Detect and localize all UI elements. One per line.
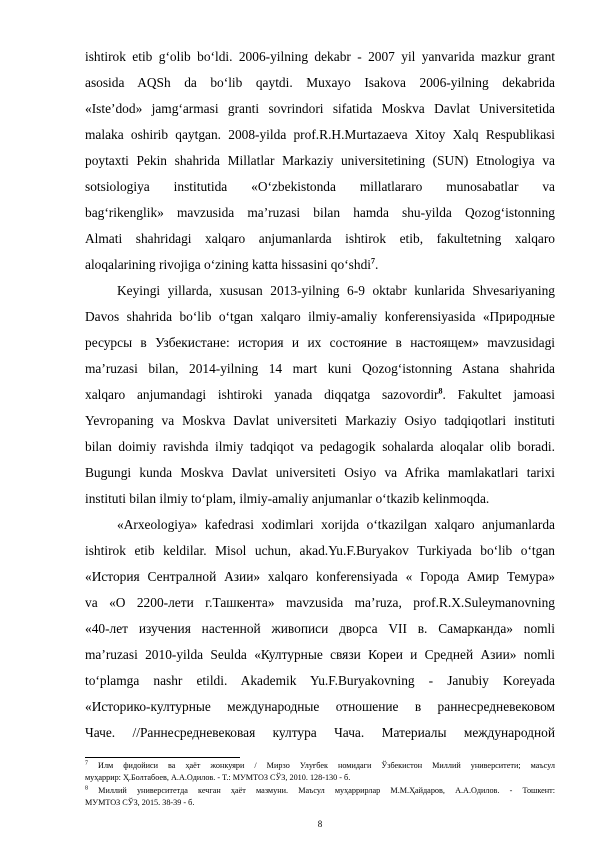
body-line: Yevropaning va Moskva Davlat universiteti Markaziy Osiyo tadqiqotlari instituti — [85, 413, 555, 428]
body-line — [85, 386, 555, 404]
body-line: ma’ruzasi bilan, 2014-yilning 14 mart kuni Qozog‘istonning Astana shahrida — [85, 361, 555, 376]
body-line: ishtirok etib g‘olib bo‘ldi. 2006-yilning dekabr - 2007 yil yanvarida mazkur grant — [85, 49, 555, 64]
footnote-ref-8: 8 — [438, 386, 443, 396]
footnote-8 — [85, 785, 555, 797]
body-line: «Историко-културные международные отношение в раннесредневековом — [85, 699, 555, 714]
footnote-7-cont: муҳаррир: Ҳ.Болтабоев, А.А.Одилов. - Т.: МУМТОЗ СЎЗ, 2010. 128-130 - б. — [85, 773, 351, 782]
body-line: «Iste’dod» jamg‘armasi granti sovrindori sifatida Moskva Davlat Universitetida — [85, 101, 555, 116]
paragraph-start: Keyingi yillarda, xususan 2013-yilning 6-9 oktabr kunlarida Shvesariyaning — [117, 283, 555, 298]
paragraph-start: «Arxeologiya» kafedrasi xodimlari xorijda o‘tkazilgan xalqaro anjumanlarda — [117, 517, 555, 532]
footnote-8-cont: МУМТОЗ СЎЗ, 2015. 38-39 - б. — [85, 798, 195, 807]
footnote-ref-7: 7 — [370, 256, 375, 266]
body-line: asosida AQSh da bo‘lib qaytdi. Muxayo Isakova 2006-yilning dekabrida — [85, 75, 555, 90]
body-line: Bugungi kunda Moskva Davlat universiteti Osiyo va Afrika mamlakatlari tarixi — [85, 465, 555, 480]
body-line: Чаче. //Раннесредневековая култура Чача. Материалы международной — [85, 725, 555, 740]
body-line: malaka oshirib qaytgan. 2008-yilda prof.R.H.Murtazaeva Xitoy Xalq Respublikasi — [85, 127, 555, 142]
body-line: ресурсы в Узбекистане: история и их состояние в настоящем» mavzusidagi — [85, 335, 555, 350]
body-line-text: aloqalarining rivojiga o‘zining katta hissasini qo‘shdi — [85, 257, 371, 272]
body-line: sotsiologiya institutida «O‘zbekistonda millatlararo munosabatlar va — [85, 179, 555, 194]
footnote-text: Миллий университетда кечган ҳаёт мазмуни. Маъсул муҳаррирлар М.М.Ҳайдаров, А.А.Одилов. - Тошкент: — [88, 786, 555, 795]
body-line-text: xalqaro anjumandagi ishtiroki yanada diqqatga sazovordir — [85, 387, 439, 402]
footnote-text: Илм фидойиси ва ҳаёт жонкуяри / Мирзо Улуғбек номидаги Ўзбекистон Миллий университети; маъсул — [88, 761, 555, 770]
body-line: instituti bilan ilmiy to‘plam, ilmiy-amaliy anjumanlar o‘tkazib kelinmoqda. — [85, 491, 490, 506]
footnote-7 — [85, 760, 555, 772]
footnote-number: 8 — [85, 785, 88, 792]
body-line: ma’ruzasi 2010-yilda Seulda «Културные связи Кореи и Средней Азии» nomli — [85, 647, 555, 662]
footnote-separator — [85, 757, 240, 758]
body-line: bilan doimiy ravishda ilmiy tadqiqot va pedagogik sohalarda aloqalar olib boradi. — [85, 439, 555, 454]
body-line: Almati shahridagi xalqaro anjumanlarda ishtirok etib, fakultetning xalqaro — [85, 231, 555, 246]
body-line: Davos shahrida bo‘lib o‘tgan xalqaro ilmiy-amaliy konferensiyasida «Природные — [85, 309, 555, 324]
body-line: to‘plamga nashr etildi. Akademik Yu.F.Buryakovning - Janubiy Koreyada — [85, 673, 555, 688]
body-line: poytaxti Pekin shahrida Millatlar Markaziy universitetining (SUN) Etnologiya va — [85, 153, 555, 168]
body-line: ishtirok etib keldilar. Misol uchun, akad.Yu.F.Buryakov Turkiyada bo‘lib o‘tgan — [85, 543, 555, 558]
body-line: aloqalarining rivojiga o‘zining katta hissasini qo‘shdi$^7$. — [85, 256, 379, 272]
body-line: bag‘rikenglik» mavzusida ma’ruzasi bilan hamda shu-yilda Qozog‘istonning — [85, 205, 555, 220]
body-line: «40-лет изучения настенной живописи дворса VII в. Самарканда» nomli — [85, 621, 555, 636]
body-line: va «О 2200-лети г.Ташкента» mavzusida ma’ruza, prof.R.X.Suleymanovning — [85, 595, 555, 610]
body-line-tail: . Fakultet jamoasi — [442, 387, 555, 402]
page-number: 8 — [317, 819, 323, 829]
body-line: «История Сентралной Азии» xalqaro konferensiyada « Города Амир Темура» — [85, 569, 555, 584]
footnote-number: 7 — [85, 760, 88, 767]
